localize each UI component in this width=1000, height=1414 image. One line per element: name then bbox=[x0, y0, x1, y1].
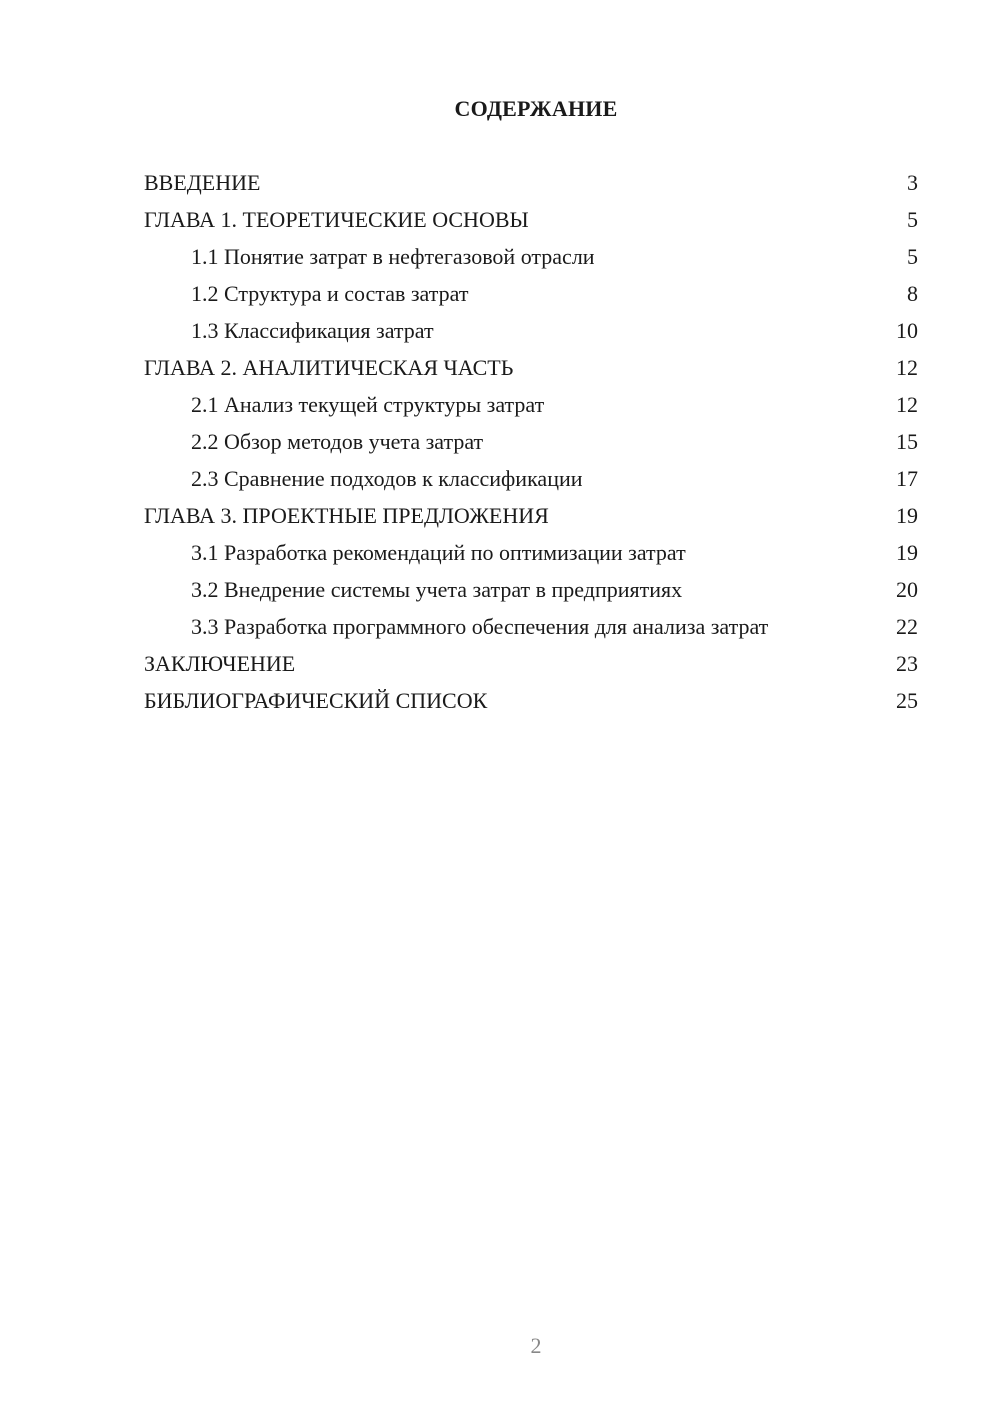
toc-entry-page: 5 bbox=[907, 207, 918, 232]
toc-entry-introduction bbox=[144, 170, 918, 196]
toc-entry-section-2-3 bbox=[144, 466, 918, 492]
toc-entry-section-1-2 bbox=[144, 281, 918, 307]
toc-entry-page: 17 bbox=[896, 466, 918, 491]
toc-entry-text: ВВЕДЕНИЕ bbox=[144, 170, 261, 195]
toc-entry-page: 15 bbox=[896, 429, 918, 454]
toc-entry-text: ГЛАВА 3. ПРОЕКТНЫЕ ПРЕДЛОЖЕНИЯ bbox=[144, 503, 549, 528]
toc-entry-text: 3.3 Разработка программного обеспечения для анализа затрат bbox=[191, 614, 769, 639]
toc-entry-page: 12 bbox=[896, 355, 918, 380]
toc-entry-text: 3.1 Разработка рекомендаций по оптимизации затрат bbox=[191, 540, 686, 565]
toc-entry-page: 20 bbox=[896, 577, 918, 602]
toc-entry-page: 12 bbox=[896, 392, 918, 417]
table-of-contents bbox=[144, 170, 918, 725]
toc-entry-text: 1.1 Понятие затрат в нефтегазовой отрасли bbox=[191, 244, 595, 269]
page-number: 2 bbox=[530, 1333, 542, 1358]
toc-entry-page: 10 bbox=[896, 318, 918, 343]
toc-entry-text: 2.2 Обзор методов учета затрат bbox=[191, 429, 484, 454]
toc-title: СОДЕРЖАНИЕ bbox=[454, 96, 618, 121]
toc-entry-text: 2.3 Сравнение подходов к классификации bbox=[191, 466, 583, 491]
toc-entry-page: 23 bbox=[896, 651, 918, 676]
toc-entry-conclusion bbox=[144, 651, 918, 677]
toc-entry-text: 3.2 Внедрение системы учета затрат в предприятиях bbox=[191, 577, 683, 602]
toc-entry-text: 1.3 Классификация затрат bbox=[191, 318, 434, 343]
toc-entry-page: 5 bbox=[907, 244, 918, 269]
toc-entry-chapter-1 bbox=[144, 207, 918, 233]
toc-entry-text: ГЛАВА 2. АНАЛИТИЧЕСКАЯ ЧАСТЬ bbox=[144, 355, 514, 380]
toc-entry-text: ГЛАВА 1. ТЕОРЕТИЧЕСКИЕ ОСНОВЫ bbox=[144, 207, 529, 232]
toc-entry-text: БИБЛИОГРАФИЧЕСКИЙ СПИСОК bbox=[144, 688, 488, 713]
toc-entry-page: 19 bbox=[896, 540, 918, 565]
toc-entry-page: 3 bbox=[907, 170, 918, 195]
toc-entry-section-2-2 bbox=[144, 429, 918, 455]
toc-entry-page: 22 bbox=[896, 614, 918, 639]
toc-entry-chapter-3 bbox=[144, 503, 918, 529]
toc-entry-section-3-2 bbox=[144, 577, 918, 603]
toc-entry-text: 2.1 Анализ текущей структуры затрат bbox=[191, 392, 545, 417]
toc-entry-page: 25 bbox=[896, 688, 918, 713]
toc-entry-text: 1.2 Структура и состав затрат bbox=[191, 281, 469, 306]
toc-entry-page: 19 bbox=[896, 503, 918, 528]
toc-entry-section-3-3 bbox=[144, 614, 918, 640]
toc-entry-chapter-2 bbox=[144, 355, 918, 381]
toc-entry-section-1-1 bbox=[144, 244, 918, 270]
toc-entry-bibliography bbox=[144, 688, 918, 714]
toc-entry-section-3-1 bbox=[144, 540, 918, 566]
toc-entry-section-2-1 bbox=[144, 392, 918, 418]
toc-entry-text: ЗАКЛЮЧЕНИЕ bbox=[144, 651, 296, 676]
toc-entry-section-1-3 bbox=[144, 318, 918, 344]
toc-entry-page: 8 bbox=[907, 281, 918, 306]
